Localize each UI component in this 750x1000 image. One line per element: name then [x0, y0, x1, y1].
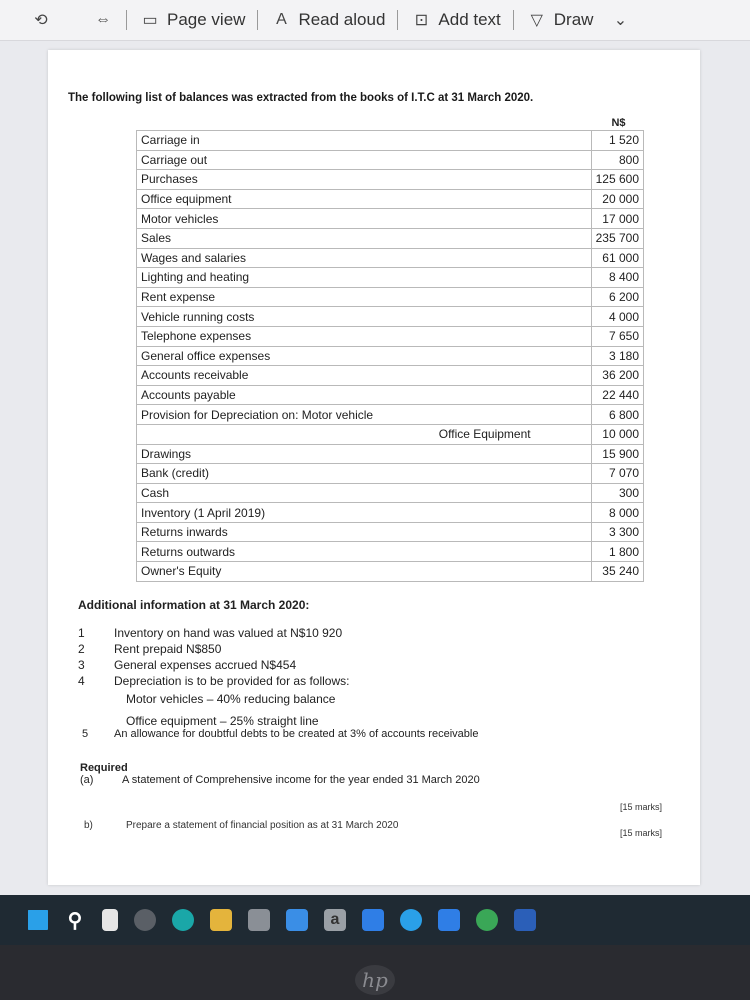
read-aloud-label: Read aloud	[298, 10, 386, 29]
row-amount: 6 200	[591, 287, 643, 307]
page-view-icon: ▭	[142, 12, 158, 29]
draw-label: Draw	[553, 10, 594, 29]
item-number: 3	[78, 658, 85, 672]
file-explorer-icon[interactable]	[210, 909, 232, 931]
toolbar-separator	[257, 10, 258, 30]
row-amount: 22 440	[591, 385, 643, 405]
draw-button[interactable]	[526, 9, 632, 31]
read-aloud-button[interactable]	[270, 9, 385, 31]
required-section	[80, 762, 480, 788]
row-label: Lighting and heating	[137, 268, 592, 288]
table-row	[137, 522, 644, 542]
page-view-button[interactable]	[139, 9, 245, 31]
add-text-icon: ⊡	[414, 12, 429, 29]
windows-start-icon[interactable]	[28, 910, 48, 930]
page-view-label: Page view	[167, 10, 246, 29]
calendar-icon[interactable]	[248, 909, 270, 931]
row-label: Accounts receivable	[137, 366, 592, 386]
row-amount: 3 180	[591, 346, 643, 366]
file-icon[interactable]	[102, 909, 118, 931]
table-row	[137, 131, 644, 151]
row-amount: 10 000	[591, 424, 643, 444]
req-a-marks: [15 marks]	[620, 802, 663, 812]
row-amount: 36 200	[591, 366, 643, 386]
table-row	[137, 189, 644, 209]
row-label: Wages and salaries	[137, 248, 592, 268]
row-amount: 6 800	[591, 405, 643, 425]
row-amount: 4 000	[591, 307, 643, 327]
item-text: An allowance for doubtful debts to be created at 3% of accounts receivable	[114, 728, 479, 740]
row-label: Provision for Depreciation on: Motor vehicle	[137, 405, 592, 425]
req-a-text: A statement of Comprehensive income for the year ended 31 March 2020	[122, 774, 480, 786]
table-row	[137, 542, 644, 562]
table-row	[137, 424, 644, 444]
search-icon[interactable]: ⚲	[67, 909, 83, 932]
row-amount: 61 000	[591, 248, 643, 268]
row-label: Returns outwards	[137, 542, 592, 562]
reader-toolbar	[0, 0, 750, 41]
table-row	[137, 287, 644, 307]
item-text: Office equipment – 25% straight line	[126, 714, 319, 728]
word-icon[interactable]	[514, 909, 536, 931]
table-row	[137, 405, 644, 425]
document-page	[48, 50, 700, 885]
table-row	[137, 464, 644, 484]
row-label: Sales	[137, 228, 592, 248]
row-label: Telephone expenses	[137, 326, 592, 346]
undo-icon[interactable]: ⟲	[34, 12, 48, 29]
chevron-down-icon[interactable]: ⌄	[613, 12, 628, 29]
table-row	[137, 150, 644, 170]
row-amount: 20 000	[591, 189, 643, 209]
row-label: Carriage out	[137, 150, 592, 170]
edge-icon[interactable]	[172, 909, 194, 931]
item-text: Depreciation is to be provided for as follows:	[114, 674, 350, 688]
item-number: 5	[82, 728, 89, 740]
row-amount: 35 240	[591, 562, 643, 582]
item-text: Rent prepaid N$850	[114, 642, 222, 656]
req-a-label: (a)	[80, 774, 94, 786]
balances-table	[136, 116, 644, 582]
row-label: Rent expense	[137, 287, 592, 307]
row-label: Inventory (1 April 2019)	[137, 503, 592, 523]
required-heading: Required	[80, 762, 128, 774]
item-number: 1	[78, 626, 85, 640]
table-row	[137, 209, 644, 229]
req-b-marks: [15 marks]	[620, 828, 663, 838]
row-amount: 235 700	[591, 228, 643, 248]
req-b-text: Prepare a statement of financial position as at 31 March 2020	[126, 820, 399, 831]
amazon-icon[interactable]: a	[324, 909, 346, 931]
table-row	[137, 483, 644, 503]
add-text-label: Add text	[438, 10, 501, 29]
fit-width-icon[interactable]: ⇔	[95, 11, 111, 28]
table-row	[137, 268, 644, 288]
additional-heading: Additional information at 31 March 2020:	[78, 598, 310, 612]
req-b-label: b)	[84, 820, 93, 831]
row-label: Office Equipment	[137, 424, 592, 444]
draw-icon: ▽	[530, 12, 543, 29]
toolbar-separator	[126, 10, 127, 30]
table-row	[137, 503, 644, 523]
row-label: Motor vehicles	[137, 209, 592, 229]
item-text: Inventory on hand was valued at N$10 920	[114, 626, 343, 640]
add-text-button[interactable]	[410, 9, 500, 31]
table-row	[137, 385, 644, 405]
table-row	[137, 346, 644, 366]
video-icon[interactable]	[134, 909, 156, 931]
row-amount: 8 000	[591, 503, 643, 523]
row-amount: 7 070	[591, 464, 643, 484]
row-amount: 7 650	[591, 326, 643, 346]
row-amount: 3 300	[591, 522, 643, 542]
row-amount: 1 800	[591, 542, 643, 562]
chrome-icon[interactable]	[476, 909, 498, 931]
row-label: Carriage in	[137, 131, 592, 151]
row-amount: 125 600	[591, 170, 643, 190]
dropbox-icon[interactable]	[362, 909, 384, 931]
table-row	[137, 444, 644, 464]
table-header-row	[137, 116, 644, 131]
photos-icon[interactable]	[438, 909, 460, 931]
row-label: Cash	[137, 483, 592, 503]
table-row	[137, 307, 644, 327]
table-row	[137, 366, 644, 386]
table-row	[137, 228, 644, 248]
row-label: Vehicle running costs	[137, 307, 592, 327]
row-label: Returns inwards	[137, 522, 592, 542]
row-amount: 800	[591, 150, 643, 170]
toolbar-separator	[513, 10, 514, 30]
mail-icon[interactable]	[286, 909, 308, 931]
row-label: Bank (credit)	[137, 464, 592, 484]
row-label: Purchases	[137, 170, 592, 190]
table-row	[137, 248, 644, 268]
row-label: Drawings	[137, 444, 592, 464]
row-label: General office expenses	[137, 346, 592, 366]
table-row	[137, 326, 644, 346]
item-text: Motor vehicles – 40% reducing balance	[126, 692, 336, 706]
required-a	[80, 774, 480, 788]
item-number: 4	[78, 674, 85, 688]
row-amount: 300	[591, 483, 643, 503]
taskbar	[0, 895, 750, 945]
row-amount: 17 000	[591, 209, 643, 229]
row-label: Owner's Equity	[137, 562, 592, 582]
row-label: Office equipment	[137, 189, 592, 209]
table-row	[137, 562, 644, 582]
read-aloud-icon: A	[276, 11, 287, 28]
currency-header: N$	[611, 117, 626, 129]
row-amount: 8 400	[591, 268, 643, 288]
table-row	[137, 170, 644, 190]
row-amount: 15 900	[591, 444, 643, 464]
toolbar-separator	[397, 10, 398, 30]
hp-logo: hp	[355, 965, 395, 995]
item-text: General expenses accrued N$454	[114, 658, 297, 672]
intro-text: The following list of balances was extracted from the books of I.T.C at 31 March 2020.	[68, 92, 534, 104]
row-label: Accounts payable	[137, 385, 592, 405]
item-number: 2	[78, 642, 85, 656]
skype-icon[interactable]	[400, 909, 422, 931]
row-amount: 1 520	[591, 131, 643, 151]
